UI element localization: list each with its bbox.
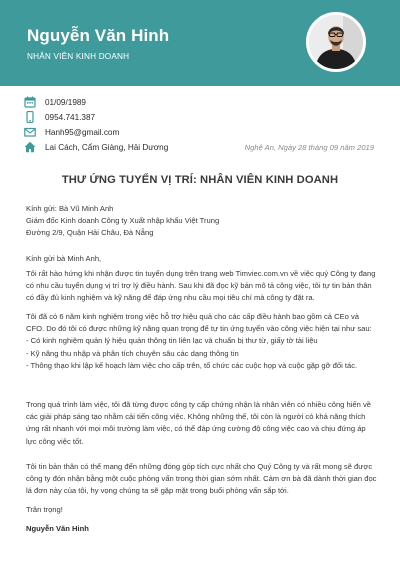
paragraph-1: Tôi rất hào hứng khi nhận được tin tuyển dụng trên trang web Timviec.com.vn về việc quý Công ty đang có nhu cầu tuyển dụng vị trí trợ lý điều hành. Sau khi đã đọc kỹ bản mô tả công việc, tôi tự tin bản thân có đầy đủ kinh nghiệm và kỹ năng để đáp ứng nhu cầu mọi tiêu chí mà công ty đặt ra. (26, 269, 376, 303)
paragraph-2 (26, 311, 378, 372)
email-text[interactable]: Hanh95@gmail.com (45, 127, 120, 137)
email-icon (24, 126, 36, 138)
applicant-name: Nguyễn Văn Hinh (27, 26, 170, 45)
paragraph-4: Tôi tin bản thân có thể mang đến những đóng góp tích cực nhất cho Quý Công ty và rất mong sẽ được công ty đón nhận bằng một cuộc phỏng vấn trong thời gian sớm nhất. Cảm ơn bà đã dành thời gian đọc lá đơn này của tôi, hy vọng chúng ta sẽ gặp mặt trong buổi phỏng vấn sắp tới. (26, 462, 377, 496)
contact-birthday (24, 96, 86, 108)
header-banner (0, 0, 400, 86)
applicant-job-title: NHÂN VIÊN KINH DOANH (27, 52, 130, 61)
recipient-line: Kính gửi: Bà Vũ Minh Anh (26, 204, 114, 213)
letter-title: THƯ ỨNG TUYỂN VỊ TRÍ: NHÂN VIÊN KINH DOANH (61, 174, 339, 186)
paragraph-2-intro: Tôi đã có 6 năm kinh nghiệm trong việc hỗ trợ hiệu quả cho các cấp điều hành bao gồm cả CEo và CFO. Do đó tôi có được những kỹ năng quan trọng để tự tin ứng tuyển vào công việc hiện tại như sau: (26, 312, 372, 334)
recipient-line: Đường 2/9, Quận Hải Châu, Đà Nẵng (26, 228, 154, 238)
avatar (306, 12, 366, 72)
skill-bullet: - Kỹ năng thu nhập và phân tích chuyên sâu các dạng thông tin (26, 348, 239, 358)
closing: Trân trọng! (26, 505, 63, 514)
phone-text[interactable]: 0954.741.387 (45, 112, 96, 122)
signature-name: Nguyễn Văn Hinh (26, 524, 89, 533)
paragraph-3: Trong quá trình làm việc, tôi đã từng được công ty cấp chứng nhận là nhân viên có nhiều công hiến về các giải pháp sáng tạo nhằm cải tiến công việc. Không những thế, tôi còn là người có khả năng thích ứng rất nhanh với mọi môi trường làm việc, có thể đáp ứng cường độ công việc cao và chịu đứng áp lực công việc tốt. (26, 400, 372, 446)
address-text: Lai Cách, Cẩm Giàng, Hải Dương (45, 142, 169, 152)
skill-bullet: - Có kinh nghiệm quản lý hiệu quản thông tin liên lạc và chuẩn bị thư từ, giấy tờ tài liệu (26, 336, 318, 346)
contact-address (24, 141, 168, 153)
calendar-icon (24, 96, 36, 108)
phone-icon (24, 111, 36, 123)
recipient-block (26, 203, 378, 240)
skill-bullet: - Thông thạo khi lập kế hoạch làm việc cho cấp trên, tổ chức các cuộc họp và cuộc gặp gỡ đối tác. (26, 360, 358, 370)
recipient-line: Giám đốc Kinh doanh Công ty Xuất nhập khẩu Việt Trung (26, 216, 220, 226)
greeting: Kính gửi bà Minh Anh, (26, 254, 102, 263)
contact-email (24, 126, 119, 138)
date-place: Nghệ An, Ngày 28 tháng 09 năm 2019 (244, 143, 374, 152)
home-icon (24, 141, 36, 153)
person-photo-icon (309, 15, 363, 69)
contact-phone (24, 111, 95, 123)
birthday-text: 01/09/1989 (45, 97, 86, 107)
